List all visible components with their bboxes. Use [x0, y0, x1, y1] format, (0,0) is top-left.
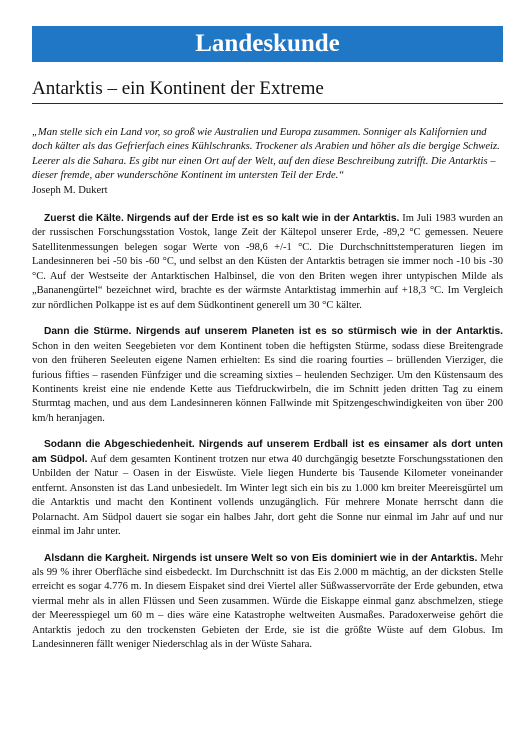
paragraph-text: Schon in den weiten Seegebieten vor dem Kontinent toben die heftigsten Stürme, sodass diese Breitengrade von den früheren Seeleuten eigene Namen erhielten: Es sind die roaring fourties – brüllenden Vierziger, die furious fifties – rasenden Fünfziger und die screaming sixties – heulenden Sechziger. Um den Küstensaum des Kontinents kreist eine nie endende Kette aus Tiefdruckwirbeln, die im Schnitt jeden dritten Tag zu einem Sturmtag machen, und aus dem Landesinneren können Fallwinde mit Spitzengeschwindigkeiten von über 200 km/h heranjagen.	[32, 340, 503, 424]
quote-author: Joseph M. Dukert	[32, 184, 108, 196]
paragraph-text: Mehr als 99 % ihrer Oberfläche sind eisbedeckt. Im Durchschnitt ist das Eis 2.000 m mächtig, an der dicksten Stelle erreicht es sogar 4.776 m. In diesem Eispaket sind drei Viertel aller Süßwasservorräte der Erde gebunden, etwa viermal mehr als in allen Flüssen und Seen zusammen. Würde die Eiskappe einmal ganz abschmelzen, stiege der Meeresspiegel um 60 m – dies wäre eine Katastrophe weltweiten Ausmaßes. Paradoxerweise gehört die Antarktis jedoch zu den trockensten Gebieten der Erde, sie ist die größte Wüste auf dem Globus. Im Landesinneren fällt weniger Niederschlag als in der Wüste Sahara.	[32, 552, 503, 651]
paragraph-barrenness	[32, 552, 503, 653]
paragraph-storms	[32, 325, 503, 426]
article-body	[32, 126, 503, 665]
paragraph-text: Auf dem gesamten Kontinent trotzen nur etwa 40 durchgängig besetzte Forschungsstationen den Unbilden der Natur – Oasen in der Eiswüste. Viele liegen Hunderte bis Tausende Kilometer voneinander entfernt. Ansonsten ist das Land unbesiedelt. Im Winter legt sich ein bis zu 1.000 km breiter Meereisgürtel um die Antarktis und macht den Kontinent vollends unzugänglich. Für mehrere Monate herrscht dann die Polarnacht. Am Südpol dauert sie sogar ein halbes Jahr, dort geht die Sonne nur einmal im Jahr auf und nur einmal im Jahr unter.	[32, 453, 503, 538]
page-title: Antarktis – ein Kontinent der Extreme	[32, 77, 503, 104]
paragraph-text: Im Juli 1983 wurden an der russischen Forschungsstation Vostok, lange Zeit der Kältepol unserer Erde, -89,2 °C gemessen. Neuere Satellitenmessungen belegen sogar Werte von -98,6 +/-1 °C. Die Durchschnittstemperaturen liegen im Landesinneren bei -50 bis -60 °C, und selbst an den Küsten der Antarktis betragen sie immer noch -10 bis -30 °C. Auf der Westseite der Antarktischen Halbinsel, die von den Briten wegen ihrer untypischen Milde als „Bananengürtel“ bezeichnet wird, brachte es der wärmste Antarktistag immerhin auf +18,3 °C. Im Vergleich zur nördlichen Polkappe ist es auf dem Südkontinent generell um 30 °C kälter.	[32, 213, 503, 311]
paragraph-lead: Zuerst die Kälte. Nirgends auf der Erde ist es so kalt wie in der Antarktis.	[44, 213, 400, 225]
paragraph-cold	[32, 212, 503, 313]
paragraph-lead: Alsdann die Kargheit. Nirgends ist unsere Welt so von Eis dominiert wie in der Antarktis.	[44, 552, 478, 564]
paragraph-lead: Sodann die Abgeschiedenheit. Nirgends auf unserem Erdball ist es einsamer als dort unten am Südpol.	[32, 439, 503, 465]
section-banner: Landeskunde	[32, 26, 503, 62]
paragraph-isolation	[32, 438, 503, 539]
paragraph-lead: Dann die Stürme. Nirgends auf unserem Planeten ist es so stürmisch wie in der Antarktis.	[44, 326, 503, 338]
intro-quote: „Man stelle sich ein Land vor, so groß wie Australien und Europa zusammen. Sonniger als Kalifornien und doch kälter als das Gefrierfach eines Kühlschranks. Trockener als Arabien und höher als die bergige Schweiz. Leerer als die Sahara. Es gibt nur einen Ort auf der Welt, auf den diese Beschreibung zutrifft. Die Antarktis – dieser fremde, aber wunderschöne Kontinent im untersten Teil der Erde.“	[32, 127, 500, 182]
